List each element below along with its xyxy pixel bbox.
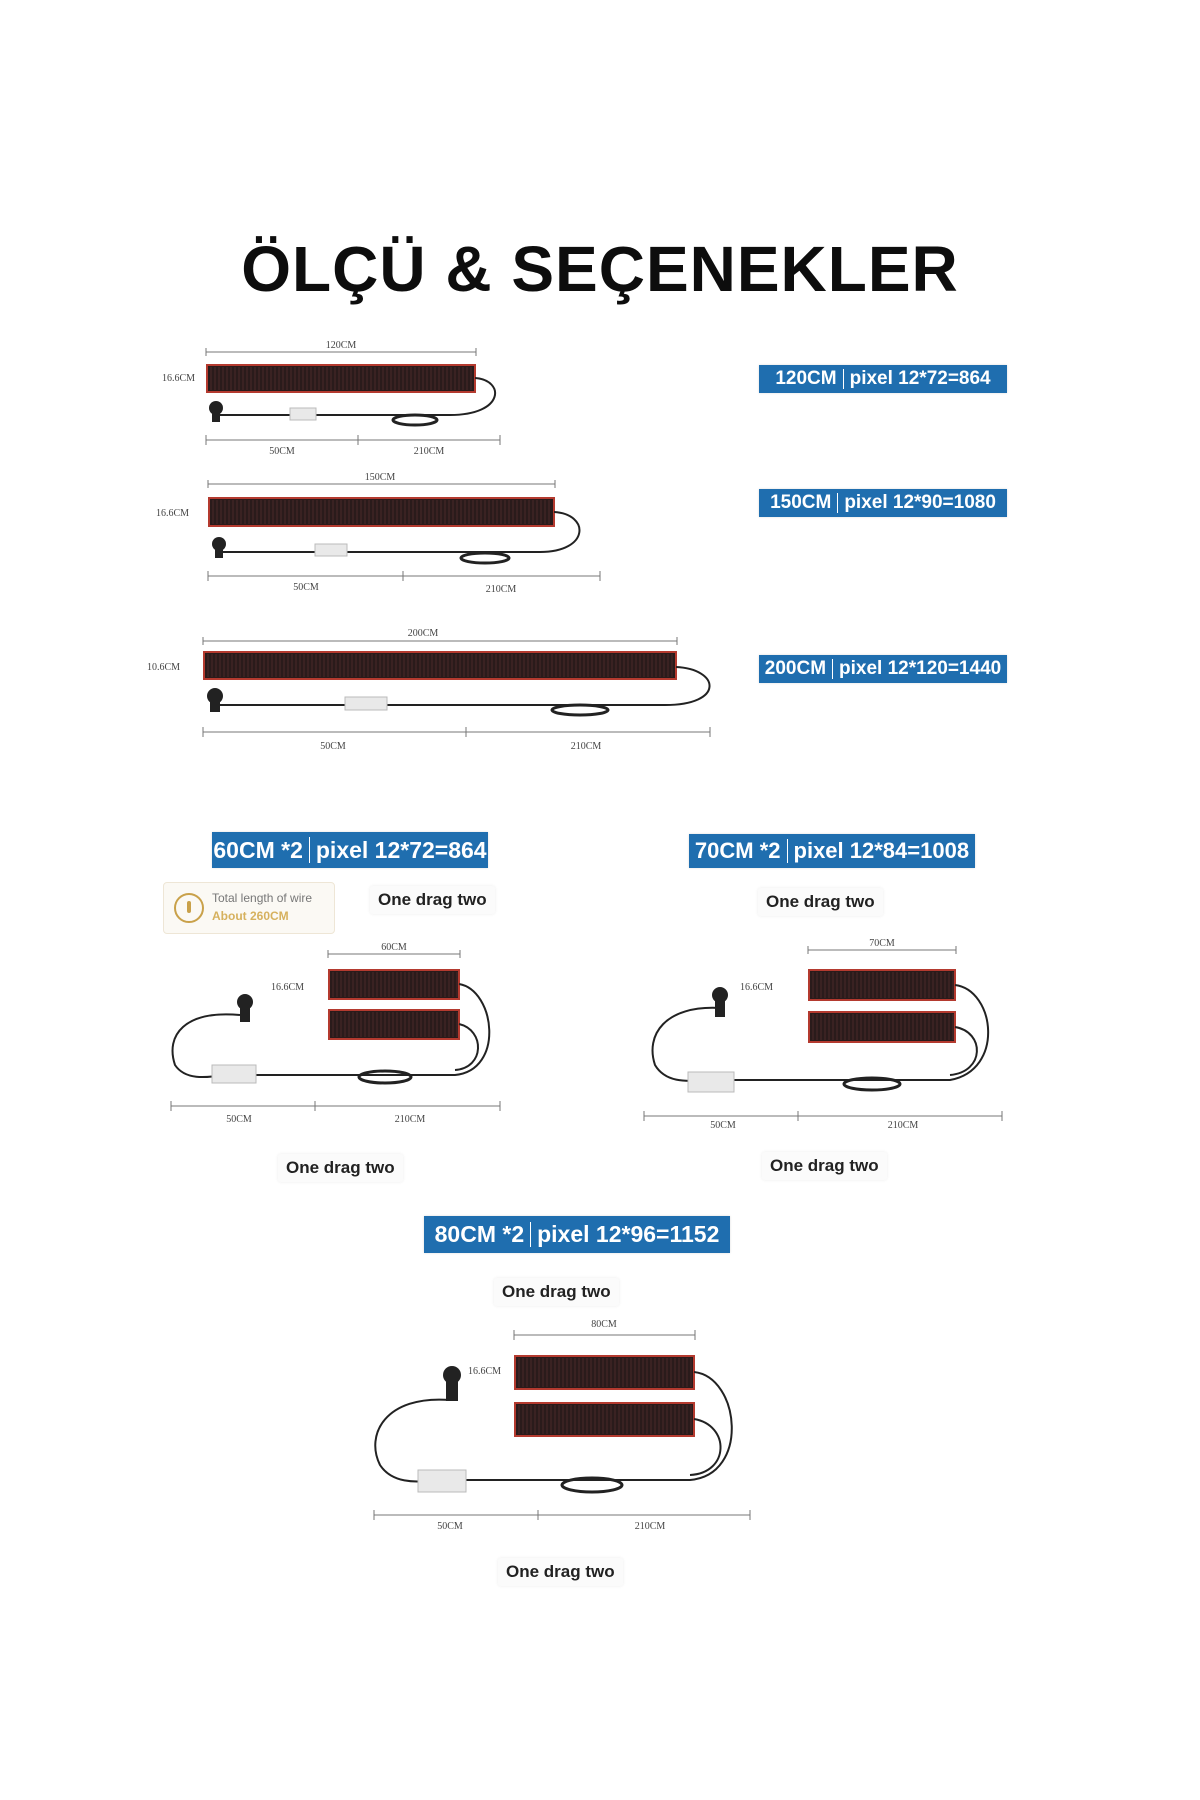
- page-title: ÖLÇÜ & SEÇENEKLER: [241, 233, 959, 305]
- segment2-label: 210CM: [485, 584, 517, 595]
- badge-150cm: [759, 489, 1007, 517]
- height-label: 16.6CM: [740, 982, 774, 993]
- height-label: 16.6CM: [162, 373, 196, 384]
- controller-box: [688, 1072, 734, 1092]
- segment1-label: 50CM: [320, 741, 346, 752]
- width-label: 200CM: [407, 628, 439, 639]
- controller-box: [345, 697, 387, 710]
- tag-one-drag-two: One drag two: [278, 1154, 403, 1182]
- controller-box: [418, 1470, 466, 1492]
- width-label: 80CM: [591, 1319, 617, 1330]
- badge-size: 150CM: [770, 492, 832, 513]
- width-label: 70CM: [869, 938, 895, 949]
- badge-size: 80CM *2: [434, 1221, 525, 1247]
- badge-200cm: [759, 655, 1007, 683]
- controller-box: [315, 544, 347, 556]
- segment2-label: 210CM: [413, 446, 445, 457]
- badge-pixel: pixel 12*90=1080: [844, 492, 996, 513]
- segment2-label: 210CM: [394, 1114, 426, 1125]
- tag-one-drag-two: One drag two: [762, 1152, 887, 1180]
- segment1-label: 50CM: [710, 1120, 736, 1131]
- controller-box: [290, 408, 316, 420]
- wire-note-line2: About 260CM: [212, 909, 289, 923]
- badge-size: 200CM: [764, 658, 827, 679]
- height-label: 16.6CM: [468, 1366, 502, 1377]
- diagram-60cm-x2: [165, 940, 515, 1125]
- controller-box: [212, 1065, 256, 1083]
- plug-icon: [174, 893, 204, 923]
- width-label: 150CM: [364, 472, 396, 483]
- segment1-label: 50CM: [293, 582, 319, 593]
- height-label: 16.6CM: [271, 982, 305, 993]
- height-label: 10.6CM: [147, 662, 181, 673]
- wire-note-line1: Total length of wire: [212, 891, 313, 905]
- badge-pixel: pixel 12*72=864: [315, 836, 487, 863]
- segment1-label: 50CM: [226, 1114, 252, 1125]
- diagram-120cm: [150, 340, 520, 460]
- badge-pixel: pixel 12*72=864: [849, 368, 991, 389]
- height-label: 16.6CM: [156, 508, 190, 519]
- badge-80cm: [424, 1216, 730, 1253]
- badge-size: 70CM *2: [694, 838, 781, 863]
- tag-one-drag-two: One drag two: [370, 886, 495, 914]
- badge-70cm: [689, 834, 975, 868]
- tag-one-drag-two: One drag two: [498, 1558, 623, 1586]
- badge-pixel: pixel 12*96=1152: [537, 1221, 720, 1247]
- wire-length-note: [163, 882, 335, 934]
- badge-size: 120CM: [775, 368, 837, 389]
- diagram-200cm: [145, 625, 725, 755]
- width-label: 60CM: [381, 942, 407, 953]
- badge-size: 60CM *2: [213, 836, 303, 863]
- badge-120cm: [759, 365, 1007, 393]
- segment2-label: 210CM: [570, 741, 602, 752]
- diagram-70cm-x2: [640, 940, 1010, 1130]
- diagram-80cm-x2: [370, 1315, 760, 1535]
- badge-60cm: [212, 832, 488, 868]
- badge-pixel: pixel 12*120=1440: [839, 658, 1002, 679]
- tag-one-drag-two: One drag two: [494, 1278, 619, 1306]
- diagram-150cm: [150, 470, 610, 600]
- segment2-label: 210CM: [634, 1521, 666, 1532]
- segment2-label: 210CM: [887, 1120, 919, 1131]
- segment1-label: 50CM: [437, 1521, 463, 1532]
- width-label: 120CM: [325, 340, 357, 351]
- tag-one-drag-two: One drag two: [758, 888, 883, 916]
- segment1-label: 50CM: [269, 446, 295, 457]
- badge-pixel: pixel 12*84=1008: [793, 838, 970, 863]
